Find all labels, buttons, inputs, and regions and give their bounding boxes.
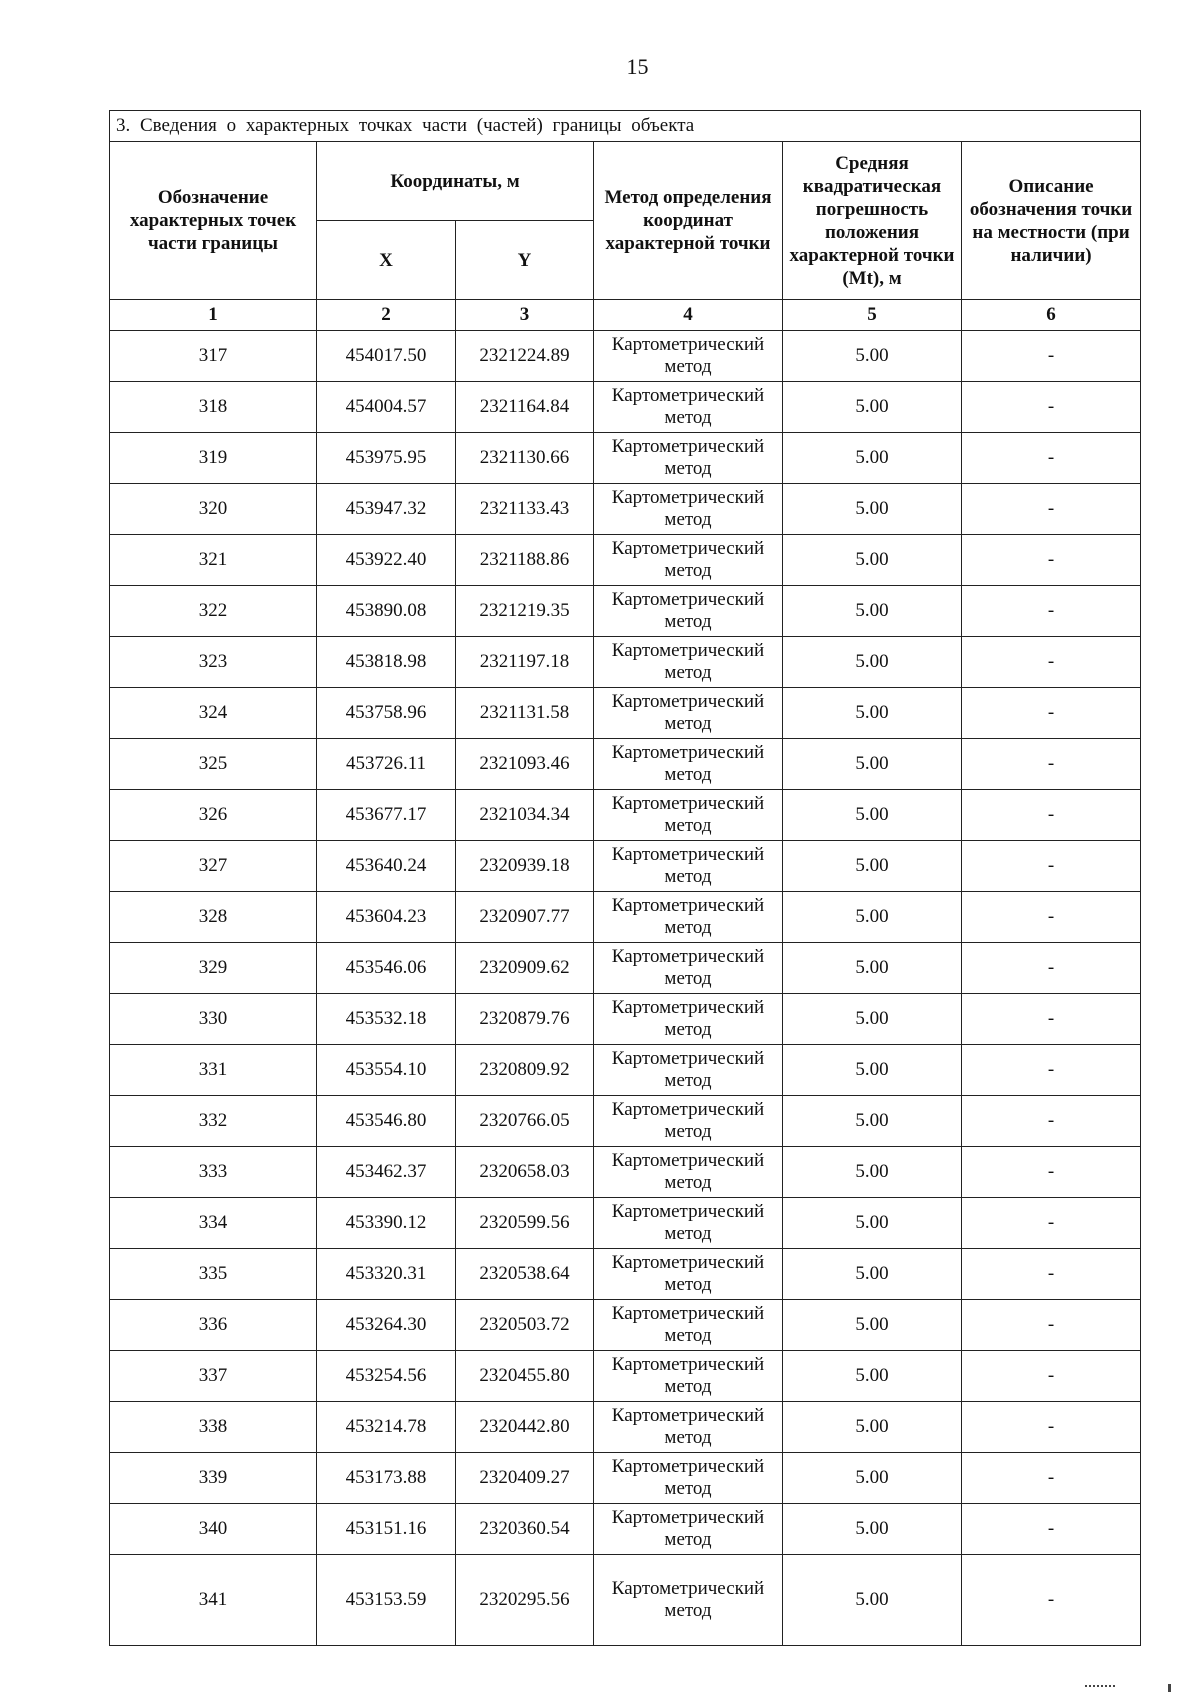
method-line-2: метод — [664, 407, 712, 428]
cell-method — [594, 994, 783, 1045]
method-line-2: метод — [664, 662, 712, 683]
table-row — [110, 331, 1141, 382]
cell-y: 2320503.72 — [456, 1300, 594, 1351]
cell-mt: 5.00 — [783, 535, 962, 586]
cell-method — [594, 1504, 783, 1555]
method-line-1: Картометрический — [611, 640, 765, 661]
table-row — [110, 1402, 1141, 1453]
cell-mt: 5.00 — [783, 688, 962, 739]
method-line-2: метод — [664, 1427, 712, 1448]
cell-method — [594, 841, 783, 892]
cell-x: 454017.50 — [317, 331, 456, 382]
method-line-1: Картометрический — [611, 589, 765, 610]
cell-x: 453546.80 — [317, 1096, 456, 1147]
cell-description: - — [962, 586, 1141, 637]
column-number: 5 — [783, 300, 962, 331]
method-line-1: Картометрический — [611, 946, 765, 967]
cell-description: - — [962, 1453, 1141, 1504]
cell-description: - — [962, 1147, 1141, 1198]
cell-x: 453640.24 — [317, 841, 456, 892]
cell-mt: 5.00 — [783, 433, 962, 484]
cell-y: 2321131.58 — [456, 688, 594, 739]
method-line-1: Картометрический — [611, 793, 765, 814]
cell-description: - — [962, 688, 1141, 739]
method-line-1: Картометрический — [611, 436, 765, 457]
header-error: Средняя квадратическая погрешность положения характерной точки (Mt), м — [783, 142, 962, 300]
method-line-1: Картометрический — [611, 538, 765, 559]
header-y: Y — [456, 221, 594, 300]
cell-x: 453546.06 — [317, 943, 456, 994]
cell-point-id: 318 — [110, 382, 317, 433]
cell-description: - — [962, 943, 1141, 994]
cell-mt: 5.00 — [783, 892, 962, 943]
cell-x: 453677.17 — [317, 790, 456, 841]
cell-x: 453173.88 — [317, 1453, 456, 1504]
method-line-2: метод — [664, 1172, 712, 1193]
cell-description: - — [962, 841, 1141, 892]
method-line-1: Картометрический — [611, 1303, 765, 1324]
table-row — [110, 535, 1141, 586]
scan-artifact — [1085, 1685, 1115, 1693]
cell-x: 453320.31 — [317, 1249, 456, 1300]
table-row — [110, 1300, 1141, 1351]
method-line-2: метод — [664, 1070, 712, 1091]
cell-method — [594, 535, 783, 586]
method-line-2: метод — [664, 356, 712, 377]
header-coordinates: Координаты, м — [317, 142, 594, 221]
method-line-1: Картометрический — [611, 385, 765, 406]
column-number: 6 — [962, 300, 1141, 331]
cell-y: 2320907.77 — [456, 892, 594, 943]
cell-mt: 5.00 — [783, 790, 962, 841]
cell-method — [594, 943, 783, 994]
cell-description: - — [962, 535, 1141, 586]
header-row — [110, 142, 1141, 221]
cell-mt: 5.00 — [783, 1300, 962, 1351]
cell-description: - — [962, 1249, 1141, 1300]
cell-description: - — [962, 1096, 1141, 1147]
cell-method — [594, 1198, 783, 1249]
cell-method — [594, 1555, 783, 1646]
cell-method — [594, 1045, 783, 1096]
column-number: 4 — [594, 300, 783, 331]
method-line-1: Картометрический — [611, 487, 765, 508]
cell-point-id: 336 — [110, 1300, 317, 1351]
cell-method — [594, 1300, 783, 1351]
cell-mt: 5.00 — [783, 994, 962, 1045]
cell-point-id: 338 — [110, 1402, 317, 1453]
cell-mt: 5.00 — [783, 382, 962, 433]
boundary-points-table — [109, 110, 1141, 1646]
table-row — [110, 892, 1141, 943]
method-line-2: метод — [664, 1529, 712, 1550]
table-row — [110, 1045, 1141, 1096]
header-point-designation: Обозначение характерных точек части границы — [110, 142, 317, 300]
cell-y: 2320879.76 — [456, 994, 594, 1045]
cell-mt: 5.00 — [783, 841, 962, 892]
cell-x: 454004.57 — [317, 382, 456, 433]
table-row — [110, 1249, 1141, 1300]
cell-mt: 5.00 — [783, 1045, 962, 1096]
cell-y: 2321224.89 — [456, 331, 594, 382]
cell-mt: 5.00 — [783, 1096, 962, 1147]
cell-description: - — [962, 382, 1141, 433]
cell-description: - — [962, 1555, 1141, 1646]
method-line-2: метод — [664, 968, 712, 989]
cell-x: 453214.78 — [317, 1402, 456, 1453]
cell-method — [594, 688, 783, 739]
cell-x: 453604.23 — [317, 892, 456, 943]
cell-x: 453462.37 — [317, 1147, 456, 1198]
table-row — [110, 1453, 1141, 1504]
cell-method — [594, 790, 783, 841]
header-method: Метод определения координат характерной точки — [594, 142, 783, 300]
cell-x: 453532.18 — [317, 994, 456, 1045]
section-title: 3. Сведения о характерных точках части (частей) границы объекта — [110, 111, 1141, 142]
method-line-1: Картометрический — [611, 742, 765, 763]
cell-x: 453390.12 — [317, 1198, 456, 1249]
cell-x: 453254.56 — [317, 1351, 456, 1402]
cell-point-id: 339 — [110, 1453, 317, 1504]
cell-y: 2320939.18 — [456, 841, 594, 892]
cell-description: - — [962, 433, 1141, 484]
scan-artifact — [1168, 1684, 1171, 1692]
cell-description: - — [962, 637, 1141, 688]
cell-mt: 5.00 — [783, 586, 962, 637]
table-row — [110, 1555, 1141, 1646]
cell-x: 453758.96 — [317, 688, 456, 739]
method-line-2: метод — [664, 1223, 712, 1244]
table-row — [110, 586, 1141, 637]
cell-description: - — [962, 892, 1141, 943]
table-row — [110, 994, 1141, 1045]
method-line-2: метод — [664, 611, 712, 632]
method-line-2: метод — [664, 560, 712, 581]
cell-mt: 5.00 — [783, 943, 962, 994]
method-line-1: Картометрический — [611, 1507, 765, 1528]
cell-mt: 5.00 — [783, 484, 962, 535]
cell-point-id: 324 — [110, 688, 317, 739]
cell-y: 2320658.03 — [456, 1147, 594, 1198]
cell-y: 2321219.35 — [456, 586, 594, 637]
cell-y: 2320295.56 — [456, 1555, 594, 1646]
cell-description: - — [962, 331, 1141, 382]
table-row — [110, 637, 1141, 688]
cell-description: - — [962, 1351, 1141, 1402]
cell-y: 2321188.86 — [456, 535, 594, 586]
method-line-1: Картометрический — [611, 691, 765, 712]
cell-point-id: 335 — [110, 1249, 317, 1300]
method-line-2: метод — [664, 1121, 712, 1142]
method-line-1: Картометрический — [611, 1405, 765, 1426]
cell-mt: 5.00 — [783, 1402, 962, 1453]
cell-point-id: 337 — [110, 1351, 317, 1402]
cell-point-id: 341 — [110, 1555, 317, 1646]
column-number: 3 — [456, 300, 594, 331]
cell-y: 2321093.46 — [456, 739, 594, 790]
cell-method — [594, 586, 783, 637]
cell-x: 453975.95 — [317, 433, 456, 484]
method-line-1: Картометрический — [611, 1048, 765, 1069]
method-line-2: метод — [664, 1325, 712, 1346]
table-row — [110, 1147, 1141, 1198]
cell-description: - — [962, 1300, 1141, 1351]
header-description: Описание обозначения точки на местности (при наличии) — [962, 142, 1141, 300]
cell-description: - — [962, 1045, 1141, 1096]
cell-point-id: 327 — [110, 841, 317, 892]
method-line-1: Картометрический — [611, 1150, 765, 1171]
method-line-1: Картометрический — [611, 895, 765, 916]
cell-point-id: 323 — [110, 637, 317, 688]
cell-point-id: 317 — [110, 331, 317, 382]
cell-mt: 5.00 — [783, 1504, 962, 1555]
table-row — [110, 739, 1141, 790]
cell-y: 2321164.84 — [456, 382, 594, 433]
cell-description: - — [962, 790, 1141, 841]
cell-y: 2320809.92 — [456, 1045, 594, 1096]
method-line-1: Картометрический — [611, 1099, 765, 1120]
cell-x: 453151.16 — [317, 1504, 456, 1555]
column-number-row — [110, 300, 1141, 331]
cell-description: - — [962, 994, 1141, 1045]
cell-y: 2320538.64 — [456, 1249, 594, 1300]
cell-description: - — [962, 1504, 1141, 1555]
method-line-1: Картометрический — [611, 334, 765, 355]
method-line-1: Картометрический — [611, 844, 765, 865]
cell-x: 453818.98 — [317, 637, 456, 688]
cell-point-id: 320 — [110, 484, 317, 535]
cell-description: - — [962, 739, 1141, 790]
table-row — [110, 1504, 1141, 1555]
cell-description: - — [962, 1198, 1141, 1249]
table-row — [110, 1096, 1141, 1147]
cell-method — [594, 892, 783, 943]
cell-method — [594, 1453, 783, 1504]
cell-mt: 5.00 — [783, 1198, 962, 1249]
column-number: 2 — [317, 300, 456, 331]
table-row — [110, 841, 1141, 892]
method-line-1: Картометрический — [611, 1354, 765, 1375]
cell-method — [594, 1096, 783, 1147]
table-row — [110, 943, 1141, 994]
method-line-2: метод — [664, 1600, 712, 1621]
column-number: 1 — [110, 300, 317, 331]
method-line-2: метод — [664, 713, 712, 734]
cell-point-id: 322 — [110, 586, 317, 637]
method-line-1: Картометрический — [611, 1578, 765, 1599]
method-line-1: Картометрический — [611, 997, 765, 1018]
cell-point-id: 321 — [110, 535, 317, 586]
cell-point-id: 333 — [110, 1147, 317, 1198]
cell-method — [594, 1147, 783, 1198]
cell-method — [594, 1351, 783, 1402]
cell-point-id: 332 — [110, 1096, 317, 1147]
cell-y: 2320409.27 — [456, 1453, 594, 1504]
method-line-1: Картометрический — [611, 1252, 765, 1273]
cell-y: 2320442.80 — [456, 1402, 594, 1453]
cell-point-id: 319 — [110, 433, 317, 484]
cell-x: 453890.08 — [317, 586, 456, 637]
cell-method — [594, 1249, 783, 1300]
cell-x: 453947.32 — [317, 484, 456, 535]
method-line-2: метод — [664, 509, 712, 530]
cell-mt: 5.00 — [783, 1453, 962, 1504]
cell-mt: 5.00 — [783, 739, 962, 790]
cell-y: 2320766.05 — [456, 1096, 594, 1147]
method-line-2: метод — [664, 458, 712, 479]
page-number: 15 — [626, 54, 649, 79]
method-line-2: метод — [664, 1376, 712, 1397]
table-row — [110, 1351, 1141, 1402]
table-row — [110, 433, 1141, 484]
method-line-2: метод — [664, 866, 712, 887]
cell-point-id: 326 — [110, 790, 317, 841]
method-line-2: метод — [664, 1019, 712, 1040]
cell-y: 2321130.66 — [456, 433, 594, 484]
cell-method — [594, 331, 783, 382]
cell-method — [594, 739, 783, 790]
cell-y: 2320909.62 — [456, 943, 594, 994]
method-line-2: метод — [664, 815, 712, 836]
cell-y: 2320360.54 — [456, 1504, 594, 1555]
cell-point-id: 334 — [110, 1198, 317, 1249]
cell-y: 2321197.18 — [456, 637, 594, 688]
cell-mt: 5.00 — [783, 1147, 962, 1198]
method-line-2: метод — [664, 917, 712, 938]
cell-point-id: 330 — [110, 994, 317, 1045]
cell-method — [594, 637, 783, 688]
cell-method — [594, 433, 783, 484]
table-row — [110, 790, 1141, 841]
cell-point-id: 325 — [110, 739, 317, 790]
cell-mt: 5.00 — [783, 1249, 962, 1300]
method-line-1: Картометрический — [611, 1456, 765, 1477]
table-row — [110, 688, 1141, 739]
header-x: X — [317, 221, 456, 300]
cell-point-id: 331 — [110, 1045, 317, 1096]
cell-x: 453554.10 — [317, 1045, 456, 1096]
cell-y: 2321034.34 — [456, 790, 594, 841]
cell-mt: 5.00 — [783, 637, 962, 688]
method-line-2: метод — [664, 764, 712, 785]
cell-x: 453153.59 — [317, 1555, 456, 1646]
table-row — [110, 484, 1141, 535]
cell-method — [594, 382, 783, 433]
cell-mt: 5.00 — [783, 331, 962, 382]
table-row — [110, 382, 1141, 433]
cell-x: 453726.11 — [317, 739, 456, 790]
cell-point-id: 328 — [110, 892, 317, 943]
method-line-2: метод — [664, 1478, 712, 1499]
method-line-2: метод — [664, 1274, 712, 1295]
section-title-row — [110, 111, 1141, 142]
cell-x: 453922.40 — [317, 535, 456, 586]
cell-method — [594, 1402, 783, 1453]
cell-point-id: 329 — [110, 943, 317, 994]
cell-description: - — [962, 1402, 1141, 1453]
cell-y: 2320455.80 — [456, 1351, 594, 1402]
cell-y: 2321133.43 — [456, 484, 594, 535]
cell-point-id: 340 — [110, 1504, 317, 1555]
table-body — [110, 331, 1141, 1646]
method-line-1: Картометрический — [611, 1201, 765, 1222]
cell-mt: 5.00 — [783, 1351, 962, 1402]
table-row — [110, 1198, 1141, 1249]
cell-y: 2320599.56 — [456, 1198, 594, 1249]
cell-description: - — [962, 484, 1141, 535]
cell-mt: 5.00 — [783, 1555, 962, 1646]
cell-x: 453264.30 — [317, 1300, 456, 1351]
cell-method — [594, 484, 783, 535]
